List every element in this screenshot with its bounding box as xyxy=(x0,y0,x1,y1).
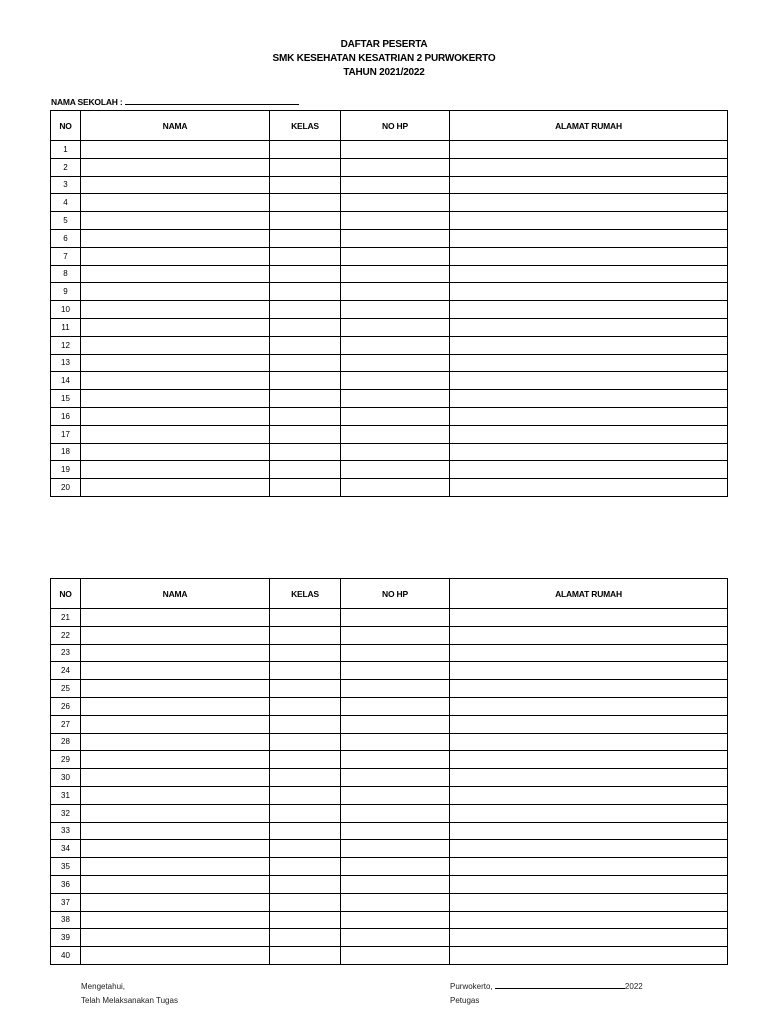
kelas-cell[interactable] xyxy=(270,229,341,247)
document-title: DAFTAR PESERTA xyxy=(340,39,428,50)
nama-cell[interactable] xyxy=(81,283,270,301)
nama-cell[interactable] xyxy=(81,212,270,230)
kelas-cell[interactable] xyxy=(270,354,341,372)
no-hp-cell[interactable] xyxy=(341,443,450,461)
kelas-cell[interactable] xyxy=(270,158,341,176)
alamat-cell[interactable] xyxy=(450,804,728,822)
row-number: 20 xyxy=(51,479,81,497)
col-header-no: NO xyxy=(51,111,81,141)
row-number: 29 xyxy=(51,751,81,769)
alamat-cell[interactable] xyxy=(450,840,728,858)
kelas-cell[interactable] xyxy=(270,318,341,336)
no-hp-cell[interactable] xyxy=(341,697,450,715)
kelas-cell[interactable] xyxy=(270,644,341,662)
alamat-cell[interactable] xyxy=(450,318,728,336)
table-row xyxy=(51,301,728,319)
no-hp-cell[interactable] xyxy=(341,947,450,965)
no-hp-cell[interactable] xyxy=(341,247,450,265)
no-hp-cell[interactable] xyxy=(341,301,450,319)
kelas-cell[interactable] xyxy=(270,283,341,301)
row-number: 10 xyxy=(51,301,81,319)
school-title: SMK KESEHATAN KESATRIAN 2 PURWOKERTO xyxy=(272,53,496,64)
no-hp-cell[interactable] xyxy=(341,212,450,230)
no-hp-cell[interactable] xyxy=(341,626,450,644)
alamat-cell[interactable] xyxy=(450,751,728,769)
alamat-cell[interactable] xyxy=(450,822,728,840)
alamat-cell[interactable] xyxy=(450,769,728,787)
table-row xyxy=(51,229,728,247)
nama-cell[interactable] xyxy=(81,425,270,443)
nama-cell[interactable] xyxy=(81,443,270,461)
table-row xyxy=(51,283,728,301)
kelas-cell[interactable] xyxy=(270,769,341,787)
kelas-cell[interactable] xyxy=(270,662,341,680)
table-row xyxy=(51,804,728,822)
table-row xyxy=(51,840,728,858)
no-hp-cell[interactable] xyxy=(341,407,450,425)
table-row xyxy=(51,390,728,408)
kelas-cell[interactable] xyxy=(270,609,341,627)
table-row xyxy=(51,479,728,497)
nama-cell[interactable] xyxy=(81,336,270,354)
nama-cell[interactable] xyxy=(81,609,270,627)
row-number: 16 xyxy=(51,407,81,425)
col-header-alamat: ALAMAT RUMAH xyxy=(450,579,728,609)
nama-cell[interactable] xyxy=(81,662,270,680)
row-number: 7 xyxy=(51,247,81,265)
table-row xyxy=(51,769,728,787)
nama-cell[interactable] xyxy=(81,751,270,769)
table-row xyxy=(51,626,728,644)
alamat-cell[interactable] xyxy=(450,786,728,804)
alamat-cell[interactable] xyxy=(450,644,728,662)
kelas-cell[interactable] xyxy=(270,893,341,911)
kelas-cell[interactable] xyxy=(270,194,341,212)
table-row xyxy=(51,786,728,804)
nama-cell[interactable] xyxy=(81,715,270,733)
row-number: 34 xyxy=(51,840,81,858)
no-hp-cell[interactable] xyxy=(341,822,450,840)
nama-cell[interactable] xyxy=(81,875,270,893)
nama-cell[interactable] xyxy=(81,804,270,822)
row-number: 5 xyxy=(51,212,81,230)
table-row xyxy=(51,336,728,354)
alamat-cell[interactable] xyxy=(450,609,728,627)
nama-cell[interactable] xyxy=(81,194,270,212)
row-number: 38 xyxy=(51,911,81,929)
no-hp-cell[interactable] xyxy=(341,911,450,929)
no-hp-cell[interactable] xyxy=(341,662,450,680)
alamat-cell[interactable] xyxy=(450,336,728,354)
no-hp-cell[interactable] xyxy=(341,354,450,372)
no-hp-cell[interactable] xyxy=(341,176,450,194)
no-hp-cell[interactable] xyxy=(341,751,450,769)
no-hp-cell[interactable] xyxy=(341,715,450,733)
nama-cell[interactable] xyxy=(81,461,270,479)
row-number: 6 xyxy=(51,229,81,247)
row-number: 15 xyxy=(51,390,81,408)
table-row xyxy=(51,194,728,212)
alamat-cell[interactable] xyxy=(450,443,728,461)
alamat-cell[interactable] xyxy=(450,662,728,680)
no-hp-cell[interactable] xyxy=(341,265,450,283)
year-title: TAHUN 2021/2022 xyxy=(343,67,425,78)
col-header-kelas: KELAS xyxy=(270,579,341,609)
row-number: 2 xyxy=(51,158,81,176)
nama-cell[interactable] xyxy=(81,680,270,698)
nama-cell[interactable] xyxy=(81,893,270,911)
table-row xyxy=(51,372,728,390)
alamat-cell[interactable] xyxy=(450,390,728,408)
alamat-cell[interactable] xyxy=(450,425,728,443)
table-row xyxy=(51,680,728,698)
table-row xyxy=(51,443,728,461)
row-number: 9 xyxy=(51,283,81,301)
no-hp-cell[interactable] xyxy=(341,336,450,354)
col-header-no: NO xyxy=(51,579,81,609)
nama-cell[interactable] xyxy=(81,858,270,876)
table-row xyxy=(51,425,728,443)
nama-cell[interactable] xyxy=(81,372,270,390)
kelas-cell[interactable] xyxy=(270,479,341,497)
no-hp-cell[interactable] xyxy=(341,804,450,822)
table-row xyxy=(51,733,728,751)
row-number: 17 xyxy=(51,425,81,443)
no-hp-cell[interactable] xyxy=(341,733,450,751)
no-hp-cell[interactable] xyxy=(341,680,450,698)
alamat-cell[interactable] xyxy=(450,247,728,265)
nama-cell[interactable] xyxy=(81,929,270,947)
row-number: 30 xyxy=(51,769,81,787)
col-header-nama: NAMA xyxy=(81,111,270,141)
kelas-cell[interactable] xyxy=(270,929,341,947)
alamat-cell[interactable] xyxy=(450,158,728,176)
table-row xyxy=(51,141,728,159)
row-number: 25 xyxy=(51,680,81,698)
row-number: 14 xyxy=(51,372,81,390)
kelas-cell[interactable] xyxy=(270,336,341,354)
no-hp-cell[interactable] xyxy=(341,786,450,804)
nama-cell[interactable] xyxy=(81,911,270,929)
school-name-blank[interactable] xyxy=(125,97,299,105)
kelas-cell[interactable] xyxy=(270,443,341,461)
row-number: 1 xyxy=(51,141,81,159)
col-header-no-hp: NO HP xyxy=(341,111,450,141)
nama-cell[interactable] xyxy=(81,947,270,965)
no-hp-cell[interactable] xyxy=(341,769,450,787)
no-hp-cell[interactable] xyxy=(341,609,450,627)
nama-cell[interactable] xyxy=(81,176,270,194)
table-row xyxy=(51,158,728,176)
alamat-cell[interactable] xyxy=(450,875,728,893)
nama-cell[interactable] xyxy=(81,697,270,715)
alamat-cell[interactable] xyxy=(450,697,728,715)
school-name-label: NAMA SEKOLAH : xyxy=(51,97,123,107)
table-row xyxy=(51,212,728,230)
kelas-cell[interactable] xyxy=(270,372,341,390)
row-number: 33 xyxy=(51,822,81,840)
table-header-row xyxy=(51,579,728,609)
nama-cell[interactable] xyxy=(81,301,270,319)
nama-cell[interactable] xyxy=(81,354,270,372)
row-number: 12 xyxy=(51,336,81,354)
acknowledged-label: Mengetahui, xyxy=(81,982,126,991)
row-number: 27 xyxy=(51,715,81,733)
alamat-cell[interactable] xyxy=(450,911,728,929)
no-hp-cell[interactable] xyxy=(341,283,450,301)
row-number: 11 xyxy=(51,318,81,336)
row-number: 31 xyxy=(51,786,81,804)
kelas-cell[interactable] xyxy=(270,697,341,715)
row-number: 36 xyxy=(51,875,81,893)
alamat-cell[interactable] xyxy=(450,680,728,698)
alamat-cell[interactable] xyxy=(450,947,728,965)
row-number: 8 xyxy=(51,265,81,283)
nama-cell[interactable] xyxy=(81,141,270,159)
nama-cell[interactable] xyxy=(81,733,270,751)
table-row xyxy=(51,822,728,840)
table-row xyxy=(51,751,728,769)
table-row xyxy=(51,265,728,283)
no-hp-cell[interactable] xyxy=(341,461,450,479)
alamat-cell[interactable] xyxy=(450,858,728,876)
table-row xyxy=(51,875,728,893)
row-number: 37 xyxy=(51,893,81,911)
col-header-no-hp: NO HP xyxy=(341,579,450,609)
alamat-cell[interactable] xyxy=(450,354,728,372)
nama-cell[interactable] xyxy=(81,265,270,283)
kelas-cell[interactable] xyxy=(270,407,341,425)
table-row xyxy=(51,715,728,733)
alamat-cell[interactable] xyxy=(450,407,728,425)
col-header-alamat: ALAMAT RUMAH xyxy=(450,111,728,141)
participant-table-2 xyxy=(50,578,728,965)
row-number: 4 xyxy=(51,194,81,212)
alamat-cell[interactable] xyxy=(450,283,728,301)
alamat-cell[interactable] xyxy=(450,372,728,390)
row-number: 22 xyxy=(51,626,81,644)
no-hp-cell[interactable] xyxy=(341,229,450,247)
no-hp-cell[interactable] xyxy=(341,875,450,893)
row-number: 32 xyxy=(51,804,81,822)
no-hp-cell[interactable] xyxy=(341,858,450,876)
nama-cell[interactable] xyxy=(81,822,270,840)
kelas-cell[interactable] xyxy=(270,875,341,893)
kelas-cell[interactable] xyxy=(270,840,341,858)
alamat-cell[interactable] xyxy=(450,733,728,751)
nama-cell[interactable] xyxy=(81,318,270,336)
kelas-cell[interactable] xyxy=(270,786,341,804)
alamat-cell[interactable] xyxy=(450,893,728,911)
table-row xyxy=(51,609,728,627)
kelas-cell[interactable] xyxy=(270,804,341,822)
row-number: 18 xyxy=(51,443,81,461)
kelas-cell[interactable] xyxy=(270,733,341,751)
nama-cell[interactable] xyxy=(81,229,270,247)
kelas-cell[interactable] xyxy=(270,265,341,283)
row-number: 40 xyxy=(51,947,81,965)
table-row xyxy=(51,407,728,425)
kelas-cell[interactable] xyxy=(270,715,341,733)
nama-cell[interactable] xyxy=(81,407,270,425)
nama-cell[interactable] xyxy=(81,840,270,858)
kelas-cell[interactable] xyxy=(270,858,341,876)
place-label: Purwokerto, xyxy=(450,982,493,991)
date-blank[interactable] xyxy=(495,982,625,989)
no-hp-cell[interactable] xyxy=(341,425,450,443)
table-row xyxy=(51,354,728,372)
participant-table-1 xyxy=(50,110,728,497)
kelas-cell[interactable] xyxy=(270,247,341,265)
kelas-cell[interactable] xyxy=(270,626,341,644)
alamat-cell[interactable] xyxy=(450,301,728,319)
row-number: 28 xyxy=(51,733,81,751)
kelas-cell[interactable] xyxy=(270,390,341,408)
no-hp-cell[interactable] xyxy=(341,929,450,947)
table-row xyxy=(51,247,728,265)
row-number: 26 xyxy=(51,697,81,715)
alamat-cell[interactable] xyxy=(450,229,728,247)
row-number: 13 xyxy=(51,354,81,372)
alamat-cell[interactable] xyxy=(450,194,728,212)
no-hp-cell[interactable] xyxy=(341,840,450,858)
alamat-cell[interactable] xyxy=(450,265,728,283)
row-number: 35 xyxy=(51,858,81,876)
no-hp-cell[interactable] xyxy=(341,390,450,408)
row-number: 21 xyxy=(51,609,81,627)
alamat-cell[interactable] xyxy=(450,715,728,733)
no-hp-cell[interactable] xyxy=(341,194,450,212)
year-label: 2022 xyxy=(624,982,643,991)
table-row xyxy=(51,644,728,662)
alamat-cell[interactable] xyxy=(450,176,728,194)
table-header-row xyxy=(51,111,728,141)
alamat-cell[interactable] xyxy=(450,626,728,644)
no-hp-cell[interactable] xyxy=(341,372,450,390)
row-number: 3 xyxy=(51,176,81,194)
kelas-cell[interactable] xyxy=(270,212,341,230)
table-row xyxy=(51,929,728,947)
kelas-cell[interactable] xyxy=(270,461,341,479)
nama-cell[interactable] xyxy=(81,247,270,265)
kelas-cell[interactable] xyxy=(270,425,341,443)
kelas-cell[interactable] xyxy=(270,301,341,319)
table-row xyxy=(51,858,728,876)
kelas-cell[interactable] xyxy=(270,751,341,769)
row-number: 39 xyxy=(51,929,81,947)
alamat-cell[interactable] xyxy=(450,479,728,497)
row-number: 24 xyxy=(51,662,81,680)
table-row xyxy=(51,697,728,715)
table-row xyxy=(51,461,728,479)
no-hp-cell[interactable] xyxy=(341,318,450,336)
nama-cell[interactable] xyxy=(81,769,270,787)
kelas-cell[interactable] xyxy=(270,680,341,698)
nama-cell[interactable] xyxy=(81,626,270,644)
nama-cell[interactable] xyxy=(81,158,270,176)
alamat-cell[interactable] xyxy=(450,141,728,159)
table-row xyxy=(51,662,728,680)
alamat-cell[interactable] xyxy=(450,929,728,947)
alamat-cell[interactable] xyxy=(450,212,728,230)
no-hp-cell[interactable] xyxy=(341,158,450,176)
task-completed-label: Telah Melaksanakan Tugas xyxy=(81,996,178,1005)
school-name-field xyxy=(51,97,299,107)
table-row xyxy=(51,176,728,194)
table-row xyxy=(51,911,728,929)
no-hp-cell[interactable] xyxy=(341,893,450,911)
no-hp-cell[interactable] xyxy=(341,479,450,497)
kelas-cell[interactable] xyxy=(270,911,341,929)
no-hp-cell[interactable] xyxy=(341,141,450,159)
kelas-cell[interactable] xyxy=(270,141,341,159)
nama-cell[interactable] xyxy=(81,390,270,408)
col-header-nama: NAMA xyxy=(81,579,270,609)
kelas-cell[interactable] xyxy=(270,822,341,840)
row-number: 19 xyxy=(51,461,81,479)
nama-cell[interactable] xyxy=(81,644,270,662)
kelas-cell[interactable] xyxy=(270,176,341,194)
nama-cell[interactable] xyxy=(81,786,270,804)
table-row xyxy=(51,947,728,965)
officer-label: Petugas xyxy=(450,996,480,1005)
table-row xyxy=(51,318,728,336)
place-date-line xyxy=(450,981,643,993)
no-hp-cell[interactable] xyxy=(341,644,450,662)
alamat-cell[interactable] xyxy=(450,461,728,479)
table-row xyxy=(51,893,728,911)
col-header-kelas: KELAS xyxy=(270,111,341,141)
kelas-cell[interactable] xyxy=(270,947,341,965)
row-number: 23 xyxy=(51,644,81,662)
nama-cell[interactable] xyxy=(81,479,270,497)
